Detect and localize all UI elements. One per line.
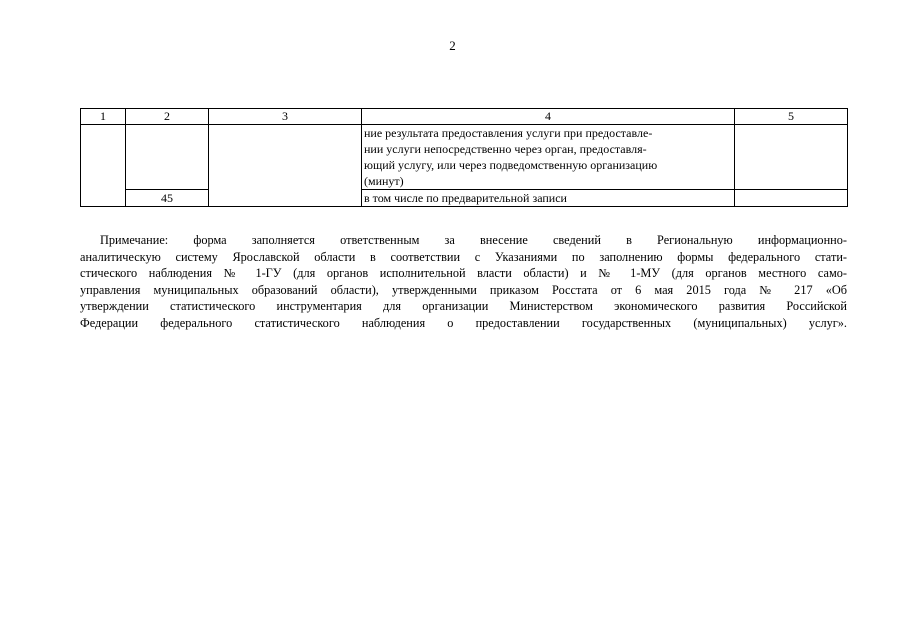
note-line: утверждении статистического инструментария для организации Министерством экономического развития Российской: [80, 299, 847, 313]
column-header-2: 2: [126, 109, 209, 125]
continued-line-4: (минут): [364, 174, 404, 188]
row-number: 45: [126, 190, 209, 207]
continued-line-2: нии услуги непосредственно через орган, предоставля-: [364, 142, 647, 156]
column-header-3: 3: [209, 109, 362, 125]
column-header-1: 1: [81, 109, 126, 125]
page-number: 2: [449, 38, 456, 53]
note-paragraph: [80, 232, 847, 331]
note-line: стического наблюдения № 1-ГУ (для органов исполнительной власти области) и № 1-МУ (для органов местного само-: [80, 266, 847, 280]
row-description: в том числе по предварительной записи: [362, 190, 735, 207]
col2-cell: [126, 125, 209, 190]
note-line: Примечание: форма заполняется ответственным за внесение сведений в Региональную информационно-: [100, 233, 847, 247]
row-value-cell: [735, 190, 848, 207]
column-header-4: 4: [362, 109, 735, 125]
col3-cell: [209, 125, 362, 207]
col5-cell: [735, 125, 848, 190]
note-line: аналитическую систему Ярославской области в соответствии с Указаниями по заполнению формы федерального стати-: [80, 249, 847, 264]
continued-line-1: ние результата предоставления услуги при предоставле-: [364, 126, 653, 140]
continued-description-cell: [362, 125, 735, 190]
column-header-5: 5: [735, 109, 848, 125]
continued-line-3: ющий услугу, или через подведомственную организацию: [364, 158, 658, 172]
note-line: Федерации федерального статистического наблюдения о предоставлении государственных (муниципальных) услуг».: [80, 315, 847, 330]
col1-cell: [81, 125, 126, 207]
table-header-row: [81, 109, 848, 125]
table-row-continued: [81, 125, 848, 190]
form-table: [80, 108, 848, 207]
table-row: [81, 190, 848, 207]
note-line: управления муниципальных образований области), утвержденными приказом Росстата от 6 мая 2015 года № 217 «Об: [80, 282, 847, 297]
